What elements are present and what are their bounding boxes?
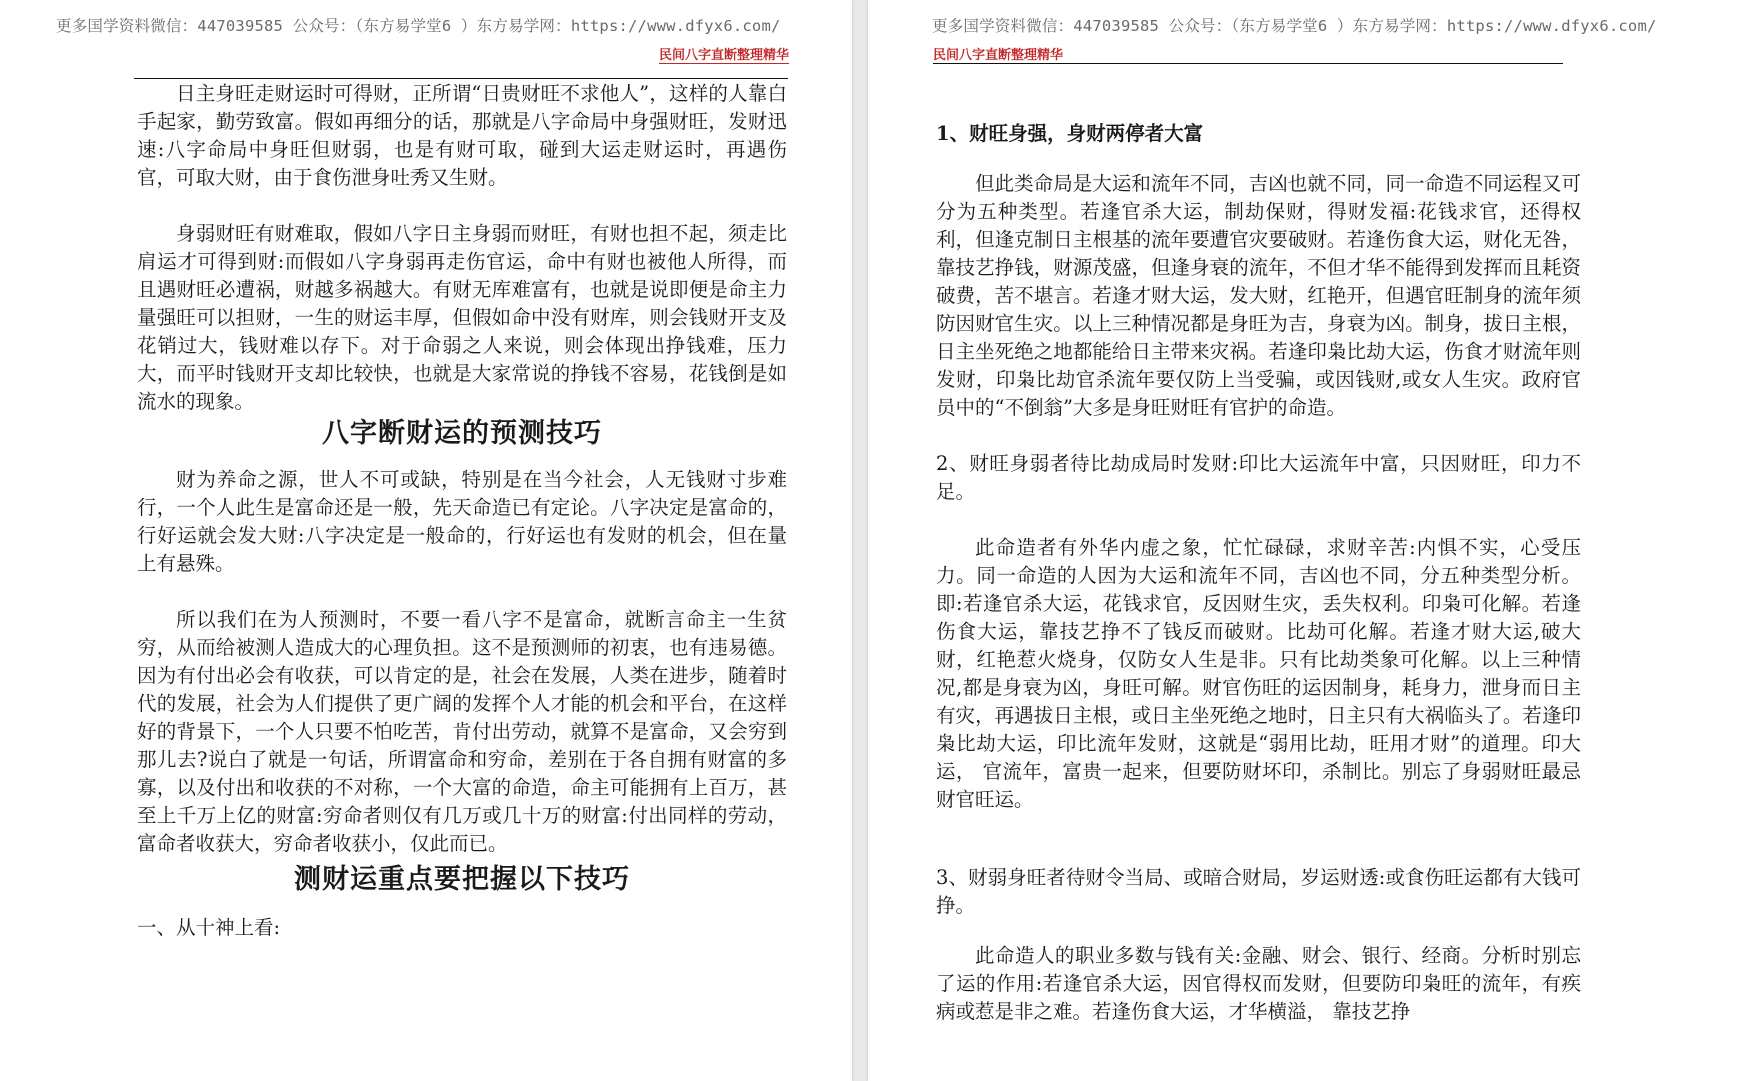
document-title-link[interactable]: 民间八字直断整理精华: [933, 44, 1063, 64]
page-header-watermark: 更多国学资料微信：447039585 公众号：（东方易学堂6 ）东方易学网：https://www.dfyx6.com/: [932, 17, 1657, 35]
paragraph: 此命造者有外华内虚之象，忙忙碌碌，求财辛苦:内惧不实，心受压力。同一命造的人因为大运和流年不同，吉凶也不同，分五种类型分析。即:若逢官杀大运，花钱求官，反因财生灾，丢失权利。印枭可化解。若逢伤食大运，靠技艺挣不了钱反而破财。比劫可化解。若逢才财大运,破大财，红艳惹火烧身，仅防女人生是非。只有比劫类象可化解。以上三种情况,都是身衰为凶，身旺可解。财官伤旺的运因制身，耗身力，泄身而日主有灾，再遇拔日主根，或日主坐死绝之地时，日主只有大祸临头了。若逢印枭比劫大运，印比流年发财，这就是“弱用比劫，旺用才财”的道理。印大运， 官流年，富贵一起来，但要防财坏印，杀制比。别忘了身弱财旺最忌财官旺运。: [936, 536, 1581, 811]
document-title-link[interactable]: 民间八字直断整理精华: [659, 44, 789, 64]
paragraph: 身弱财旺有财难取，假如八字日主身弱而财旺，有财也担不起，须走比肩运才可得到财:而假如八字身弱再走伤官运，命中有财也被他人所得，而且遇财旺必遭祸，财越多祸越大。有财无库难富有，也就是说即便是命主力量强旺可以担财，一生的财运丰厚，但假如命中没有财库，则会钱财开支及花销过大，钱财难以存下。对于命弱之人来说，则会体现出挣钱难，压力大，而平时钱财开支却比较快，也就是大家常说的挣钱不容易，花钱倒是如流水的现象。: [137, 222, 787, 413]
numbered-point: 2、财旺身弱者待比劫成局时发财:印比大运流年中富，只因财旺，印力不足。: [936, 452, 1581, 503]
document-page-left: [0, 0, 852, 1081]
page-body: [936, 120, 1581, 1026]
header-divider: [933, 63, 1563, 64]
header-divider: [134, 78, 788, 79]
section-heading: 八字断财运的预测技巧: [322, 418, 602, 449]
page-body: [137, 80, 787, 942]
numbered-point: 1、财旺身强，身财两停者大富: [936, 122, 1204, 145]
document-page-right: [868, 0, 1740, 1081]
paragraph: 财为养命之源，世人不可或缺，特别是在当今社会，人无钱财寸步难行，一个人此生是富命还是一般，先天命造已有定论。八字决定是富命的，行好运就会发大财:八字决定是一般命的，行好运也有发财的机会，但在量上有悬殊。: [137, 468, 787, 575]
paragraph: 所以我们在为人预测时，不要一看八字不是富命，就断言命主一生贫穷，从而给被测人造成大的心理负担。这不是预测师的初衷，也有违易德。因为有付出必会有收获，可以肯定的是，社会在发展，人类在进步，随着时代的发展，社会为人们提供了更广阔的发挥个人才能的机会和平台，在这样好的背景下，一个人只要不怕吃苦，肯付出劳动，就算不是富命，又会穷到那儿去?说白了就是一句话，所谓富命和穷命，差别在于各自拥有财富的多寡，以及付出和收获的不对称，一个大富的命造，命主可能拥有上百万，甚至上千万上亿的财富:穷命者则仅有几万或几十万的财富:付出同样的劳动，富命者收获大，穷命者收获小，仅此而已。: [137, 608, 787, 855]
paragraph: 此命造人的职业多数与钱有关:金融、财会、银行、经商。分析时别忘了运的作用:若逢官杀大运，因官得权而发财，但要防印枭旺的流年，有疾病或惹是非之难。若逢伤食大运，才华横溢， 靠技艺挣: [936, 944, 1581, 1023]
page-header-watermark: 更多国学资料微信：447039585 公众号：（东方易学堂6 ）东方易学网：https://www.dfyx6.com/: [56, 17, 781, 35]
numbered-point: 3、财弱身旺者待财令当局、或暗合财局，岁运财透:或食伤旺运都有大钱可挣。: [936, 866, 1581, 917]
paragraph: 一、从十神上看:: [137, 916, 281, 939]
paragraph: 但此类命局是大运和流年不同，吉凶也就不同，同一命造不同运程又可分为五种类型。若逢官杀大运，制劫保财，得财发福:花钱求官，还得权利，但逢克制日主根基的流年要遭官灾要破财。若逢伤食大运，财化无咎，靠技艺挣钱，财源茂盛，但逢身衰的流年，不但才华不能得到发挥而且耗资破费，苦不堪言。若逢才财大运，发大财，红艳开，但遇官旺制身的流年须防因财官生灾。以上三种情况都是身旺为吉，身衰为凶。制身，拔日主根，日主坐死绝之地都能给日主带来灾祸。若逢印枭比劫大运，伤食才财流年则发财，印枭比劫官杀流年要仅防上当受骗，或因钱财,或女人生灾。政府官员中的“不倒翁”大多是身旺财旺有官护的命造。: [936, 172, 1581, 419]
section-heading: 测财运重点要把握以下技巧: [294, 864, 630, 895]
paragraph: 日主身旺走财运时可得财，正所谓“日贵财旺不求他人”，这样的人靠白手起家，勤劳致富。假如再细分的话，那就是八字命局中身强财旺，发财迅速:八字命局中身旺但财弱，也是有财可取，碰到大运走财运时，再遇伤官，可取大财，由于食伤泄身吐秀又生财。: [137, 82, 787, 189]
